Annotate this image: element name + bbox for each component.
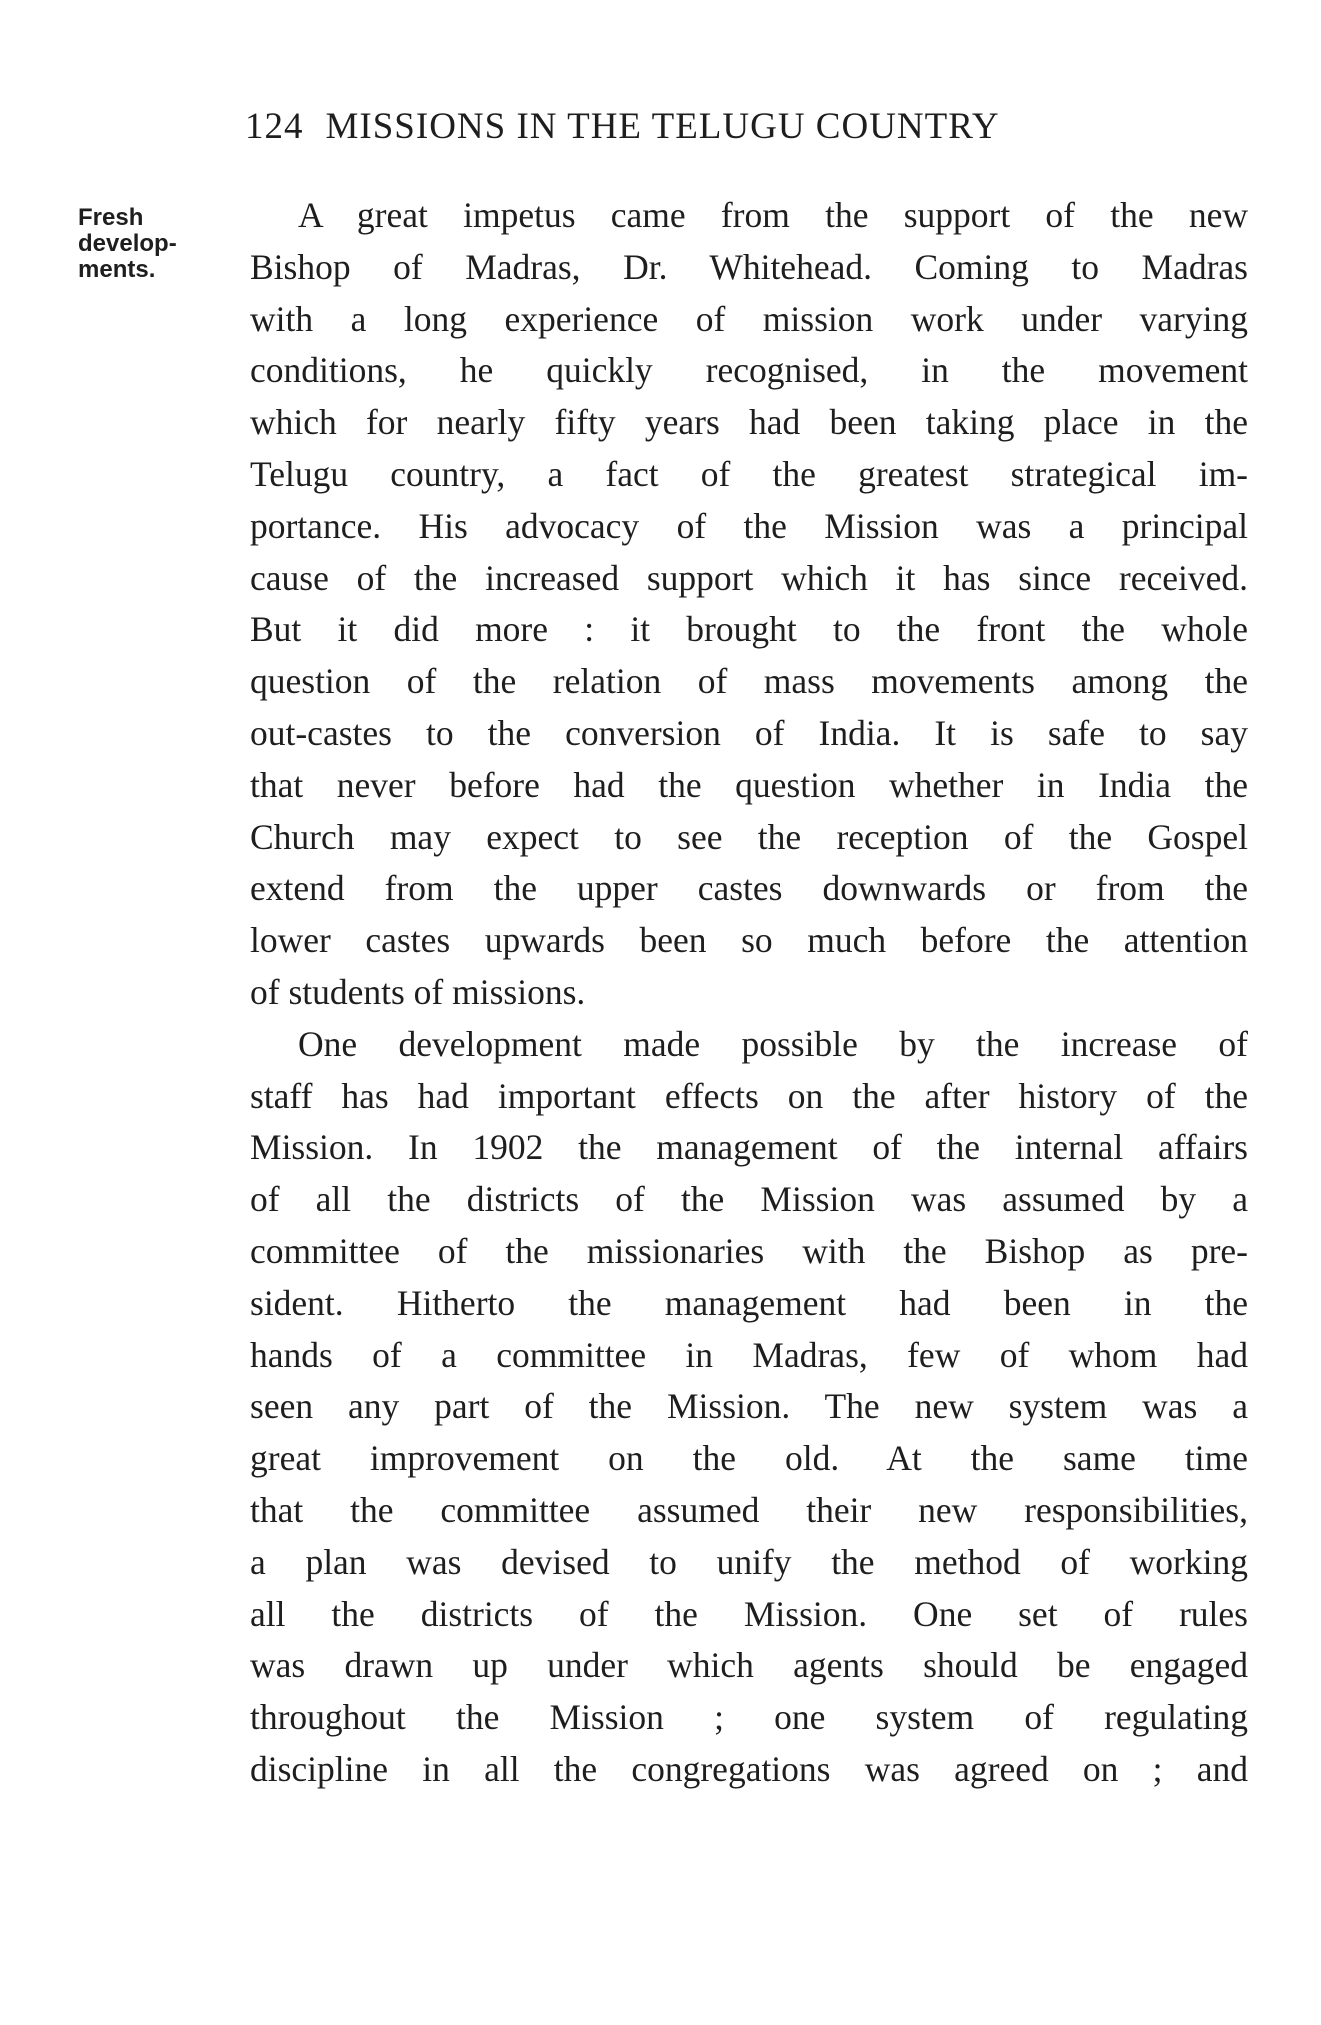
- text-line: that the committee assumed their new responsibilities,: [250, 1489, 1248, 1530]
- paragraph: [250, 1019, 1248, 1796]
- text-line: portance. His advocacy of the Mission was a principal: [250, 505, 1248, 546]
- text-line: staff has had important effects on the after history of the: [250, 1075, 1248, 1116]
- text-line: lower castes upwards been so much before the attention: [250, 920, 1248, 961]
- margin-note-line: ments.: [78, 256, 156, 283]
- running-title: MISSIONS IN THE TELUGU COUNTRY: [325, 106, 1000, 147]
- text-line: But it did more : it brought to the front the whole: [250, 609, 1248, 650]
- text-line: One development made possible by the increase of: [298, 1023, 1248, 1064]
- margin-note: [78, 205, 177, 283]
- running-header: [245, 105, 1165, 148]
- text-line: great improvement on the old. At the same time: [250, 1438, 1248, 1479]
- text-line: of students of missions.: [250, 971, 586, 1012]
- text-line: Church may expect to see the reception of the Gospel: [250, 816, 1248, 857]
- text-line: was drawn up under which agents should be engaged: [250, 1645, 1248, 1686]
- text-line: committee of the missionaries with the Bishop as pre-: [250, 1230, 1248, 1271]
- margin-note-line: Fresh: [78, 204, 144, 231]
- paragraph: [250, 190, 1248, 1019]
- text-line: conditions, he quickly recognised, in the movement: [250, 350, 1248, 391]
- text-line: question of the relation of mass movements among the: [250, 661, 1248, 702]
- text-line: which for nearly fifty years had been taking place in the: [250, 402, 1248, 443]
- text-line: a plan was devised to unify the method of working: [250, 1541, 1248, 1582]
- text-line: Telugu country, a fact of the greatest strategical im-: [250, 453, 1248, 494]
- text-line: discipline in all the congregations was agreed on ; and: [250, 1748, 1248, 1789]
- text-line: with a long experience of mission work under varying: [250, 298, 1248, 339]
- body-text: [250, 190, 1248, 1796]
- text-line: extend from the upper castes downwards or from the: [250, 868, 1248, 909]
- text-line: all the districts of the Mission. One set of rules: [250, 1593, 1248, 1634]
- text-line: A great impetus came from the support of the new: [298, 195, 1248, 235]
- text-line: seen any part of the Mission. The new system was a: [250, 1386, 1248, 1427]
- text-line: cause of the increased support which it has since received.: [250, 557, 1248, 598]
- text-line: Mission. In 1902 the management of the internal affairs: [250, 1127, 1248, 1168]
- text-line: Bishop of Madras, Dr. Whitehead. Coming to Madras: [250, 246, 1248, 287]
- text-line: of all the districts of the Mission was assumed by a: [250, 1179, 1248, 1220]
- text-line: hands of a committee in Madras, few of whom had: [250, 1334, 1248, 1375]
- text-line: throughout the Mission ; one system of regulating: [250, 1697, 1248, 1738]
- text-line: sident. Hitherto the management had been in the: [250, 1282, 1248, 1323]
- margin-note-line: develop-: [78, 230, 177, 257]
- text-line: that never before had the question whether in India the: [250, 764, 1248, 805]
- text-line: out-castes to the conversion of India. It is safe to say: [250, 712, 1248, 753]
- page-number: 124: [245, 106, 304, 147]
